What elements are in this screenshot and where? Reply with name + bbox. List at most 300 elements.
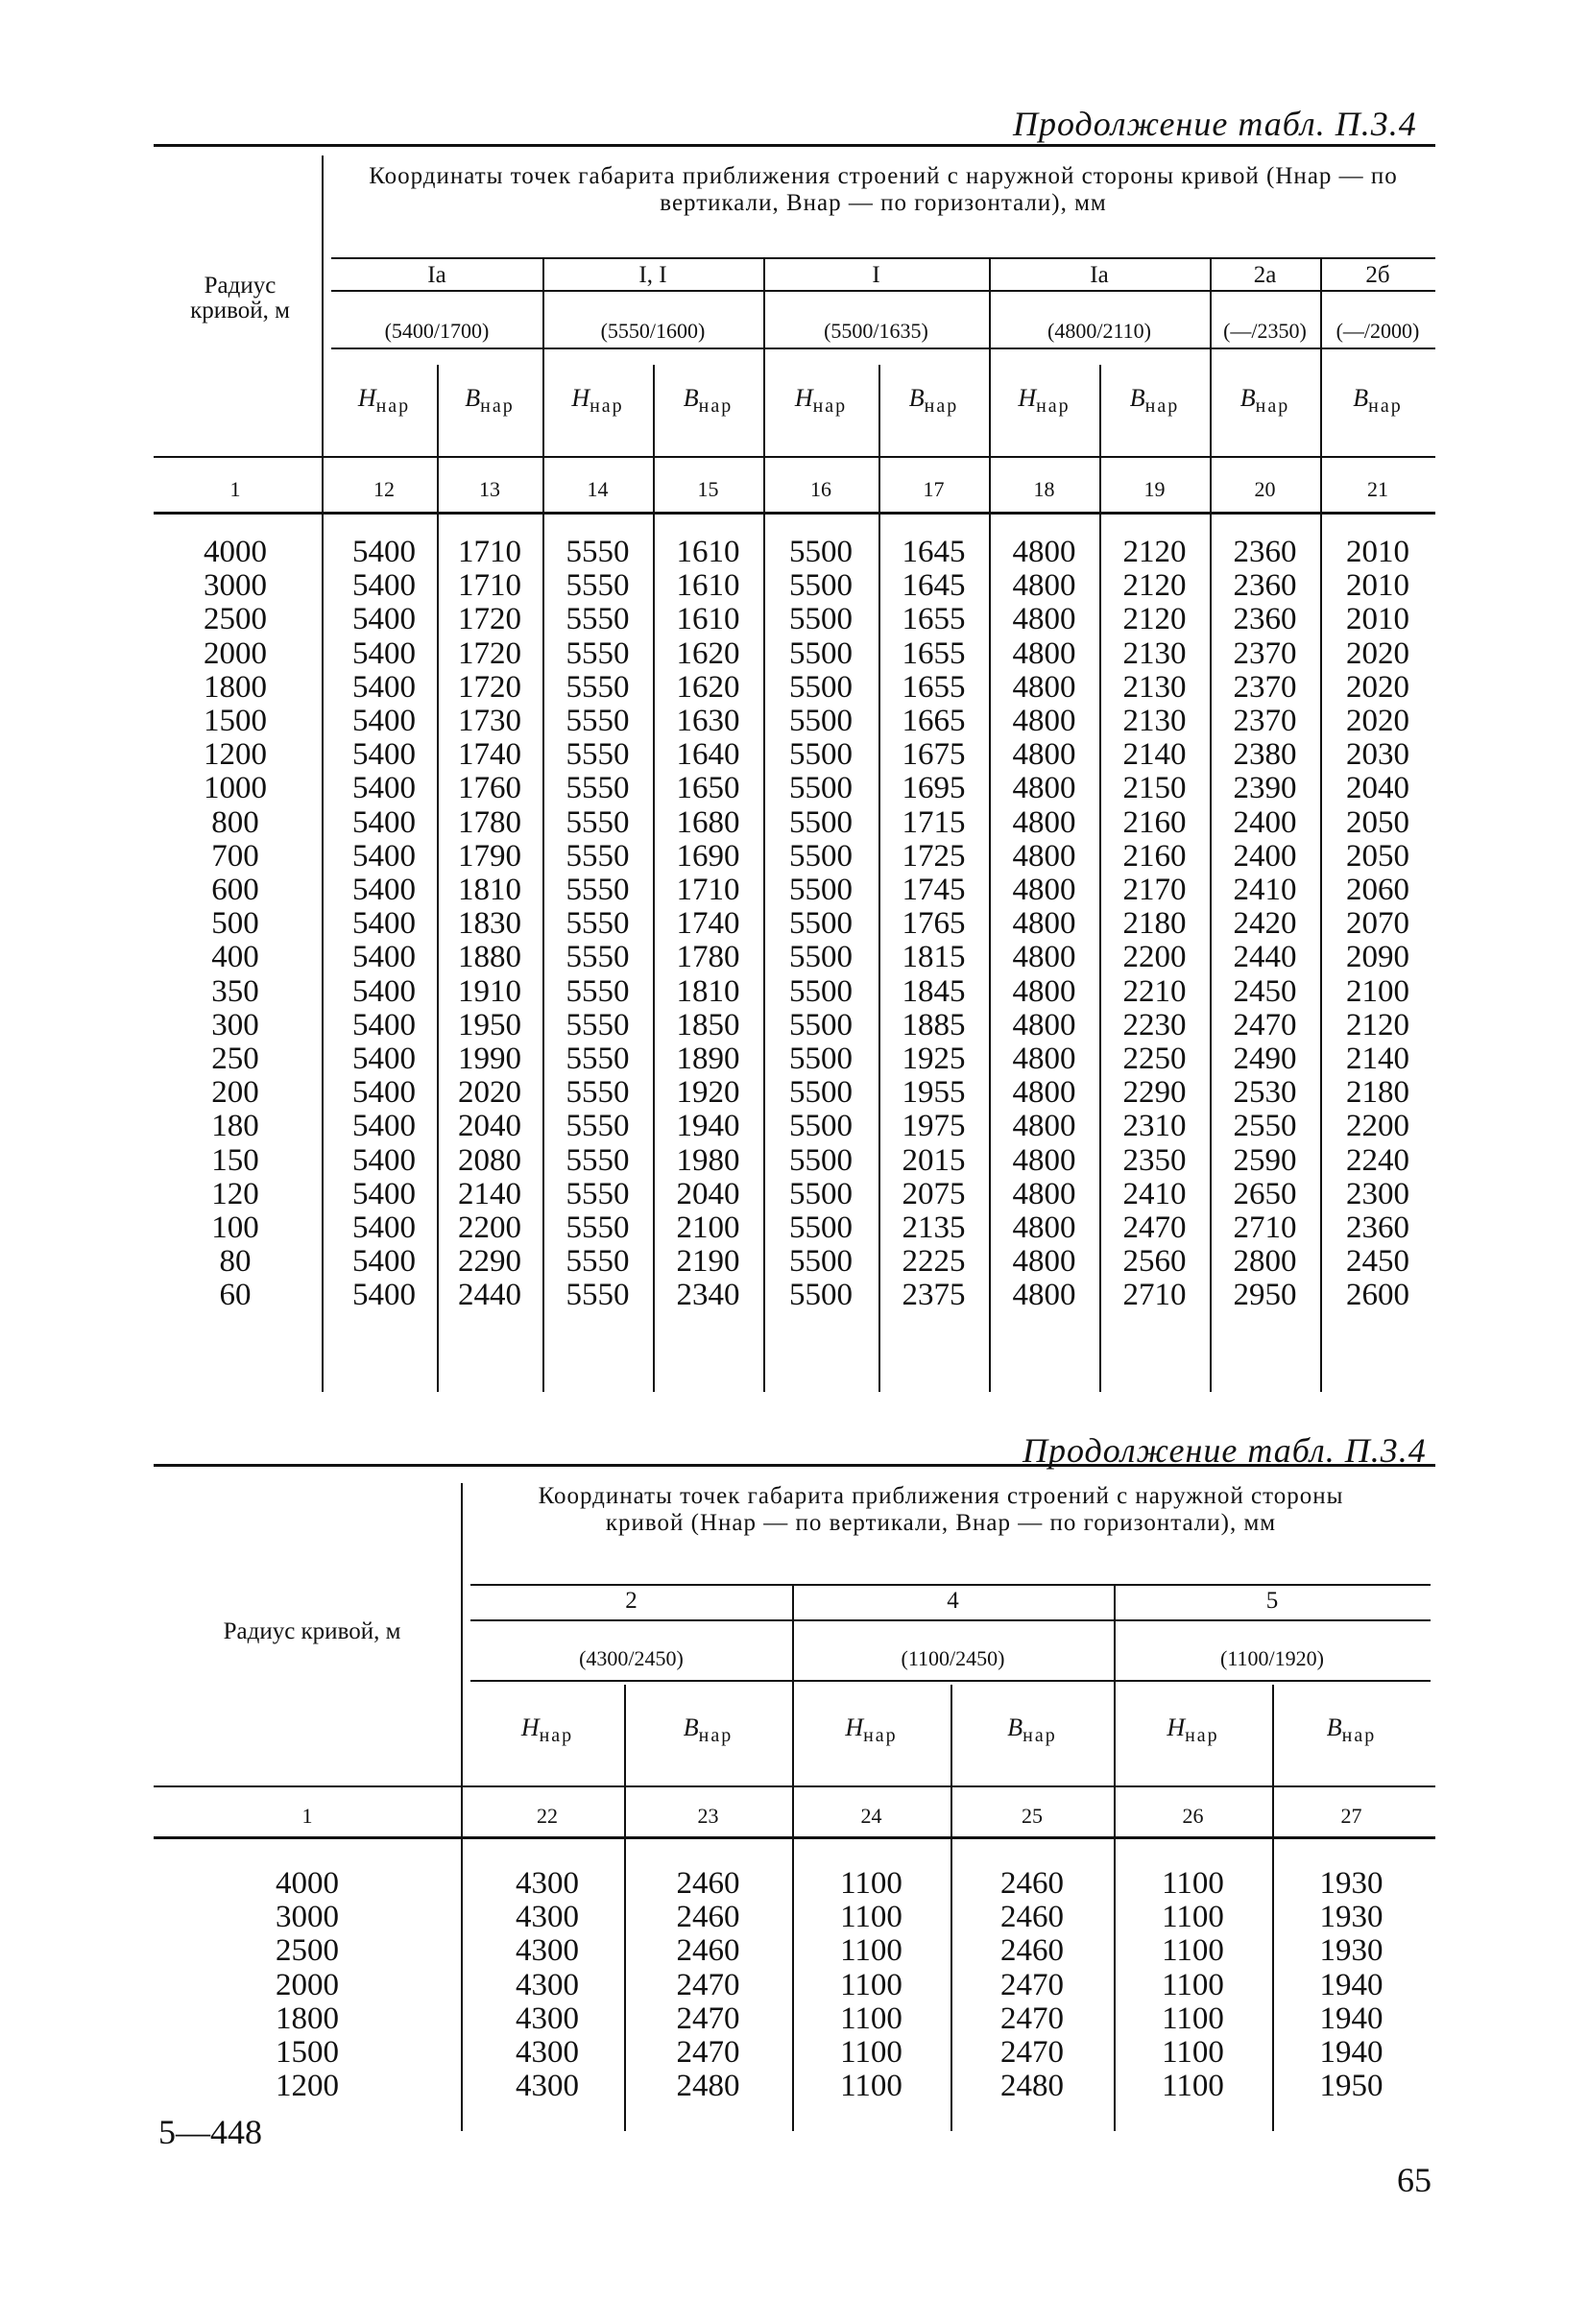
table-cell: 2390 [1233,771,1297,806]
coordinate-subheader: $B_{нар}$ [465,384,515,418]
table-cell: 2000 [204,635,267,671]
column-number: 23 [697,1804,719,1828]
table-cell: 1100 [840,2035,902,2070]
table-cell: 1940 [1319,2035,1383,2070]
table-cell: 5500 [789,1244,853,1280]
column-number: 18 [1033,477,1055,501]
table-cell: 2130 [1122,669,1187,705]
group-name: Ia [1090,262,1109,288]
span-header: Координаты точек габарита приближения строений с наружной стороны кривой (Hнар — по вертикали, Bнар — по горизонтали), мм [369,163,1398,216]
group-name: 5 [1265,1588,1279,1614]
table-cell: 2400 [1233,804,1297,840]
table-cell: 5500 [789,838,853,874]
table-cell: 1880 [458,940,521,975]
table-cell: 2210 [1122,973,1187,1009]
table-cell: 2460 [1000,1866,1064,1901]
table-cell: 100 [211,1210,259,1245]
table-cell: 1955 [902,1075,966,1111]
table-cell: 4800 [1012,635,1076,671]
table-cell: 2140 [458,1176,521,1211]
table-cell: 4300 [516,2069,579,2104]
table-cell: 2020 [1346,669,1409,705]
table-cell: 1980 [676,1142,740,1178]
table-cell: 600 [211,873,259,907]
group-dimensions: (5550/1600) [600,319,706,343]
table-cell: 250 [211,1042,259,1076]
table-cell: 2120 [1122,602,1187,637]
table-cell: 5550 [565,535,630,569]
table-cell: 2170 [1122,873,1187,907]
table-cell: 5550 [565,1278,630,1313]
table-cell: 2950 [1233,1278,1297,1313]
table-cell: 150 [211,1142,259,1178]
group-dimensions: (—/2350) [1223,319,1307,343]
group-dimensions: (4300/2450) [579,1646,684,1670]
table-cell: 5550 [565,771,630,806]
table-cell: 2470 [1122,1210,1187,1245]
column-number: 27 [1340,1804,1362,1828]
table-caption: Продолжение табл. П.3.4 [1013,105,1417,143]
table-cell: 1990 [458,1042,521,1076]
table-cell: 2050 [1346,804,1409,840]
table-cell: 5500 [789,1210,853,1245]
column-number: 13 [479,477,500,501]
table-cell: 2010 [1346,568,1409,604]
table-cell: 1100 [840,1900,902,1935]
table-cell: 5500 [789,568,853,604]
group-dimensions: (5500/1635) [824,319,928,343]
table-cell: 5500 [789,1042,853,1076]
table-cell: 2370 [1233,635,1297,671]
table-cell: 2000 [276,1967,339,2002]
table-cell: 180 [211,1109,259,1144]
table-cell: 2500 [276,1933,339,1969]
table-cell: 1975 [902,1109,966,1144]
table-cell: 1710 [458,535,521,569]
table-cell: 1930 [1319,1866,1383,1901]
table-cell: 1810 [458,873,521,907]
table-cell: 1655 [902,669,966,705]
table-cell: 4800 [1012,737,1076,773]
table-cell: 2470 [1000,2001,1064,2036]
table-cell: 4800 [1012,973,1076,1009]
table-cell: 2460 [1000,1933,1064,1969]
table-cell: 5550 [565,804,630,840]
table-cell: 1800 [276,2001,339,2036]
table-cell: 1715 [902,804,966,840]
table-cell: 1800 [204,669,267,705]
group-name: 2б [1365,262,1390,288]
table-cell: 5550 [565,906,630,942]
table-cell: 4000 [204,535,267,569]
table-cell: 2380 [1233,737,1297,773]
table-cell: 4300 [516,2001,579,2036]
table-cell: 2500 [204,602,267,637]
column-number: 22 [537,1804,558,1828]
table-cell: 2370 [1233,669,1297,705]
table-cell: 2370 [1233,704,1297,738]
table-cell: 5400 [352,873,416,907]
table-cell: 1885 [902,1007,966,1042]
table-cell: 2075 [902,1176,966,1211]
table-cell: 2290 [458,1244,521,1280]
table-cell: 2120 [1346,1007,1409,1042]
table-cell: 5400 [352,602,416,637]
table-cell: 1100 [1162,1933,1224,1969]
group-name: I [872,262,880,288]
coordinate-subheader: $B_{нар}$ [683,1713,734,1747]
table-cell: 5550 [565,1109,630,1144]
group-dimensions: (1100/1920) [1220,1646,1324,1670]
table-cell: 2020 [1346,704,1409,738]
coordinate-subheader: $B_{нар}$ [1129,384,1180,418]
table-cell: 1500 [276,2035,339,2070]
table-cell: 120 [211,1176,259,1211]
table-cell: 2120 [1122,535,1187,569]
table-cell: 4300 [516,1933,579,1969]
table-cell: 5550 [565,737,630,773]
table-cell: 5500 [789,1176,853,1211]
table-cell: 5500 [789,873,853,907]
table-cell: 1740 [676,906,740,942]
table-cell: 1730 [458,704,521,738]
table-cell: 1100 [1162,1967,1224,2002]
table-cell: 2490 [1233,1042,1297,1076]
table-cell: 5400 [352,535,416,569]
table-cell: 1100 [1162,2035,1224,2070]
table-cell: 1890 [676,1042,740,1076]
table-cell: 1620 [676,635,740,671]
table-cell: 3000 [204,568,267,604]
table-cell: 2470 [1000,1967,1064,2002]
table-cell: 5500 [789,602,853,637]
table-cell: 5550 [565,973,630,1009]
table-cell: 2040 [676,1176,740,1211]
table-cell: 2100 [1346,973,1409,1009]
table-cell: 5400 [352,1142,416,1178]
table-cell: 800 [211,804,259,840]
table-cell: 5400 [352,1075,416,1111]
table-cell: 2240 [1346,1142,1409,1178]
table-cell: 1630 [676,704,740,738]
column-number: 15 [697,477,719,501]
table-cell: 5500 [789,669,853,705]
table-cell: 5550 [565,873,630,907]
table-cell: 2460 [676,1933,740,1969]
table-cell: 2020 [1346,635,1409,671]
coordinate-subheader: $H_{нар}$ [520,1713,574,1747]
table-cell: 2450 [1233,973,1297,1009]
table-cell: 1690 [676,838,740,874]
table-cell: 2180 [1346,1075,1409,1111]
table-cell: 2800 [1233,1244,1297,1280]
table-cell: 2230 [1122,1007,1187,1042]
coordinate-subheader: $H_{нар}$ [1167,1713,1219,1747]
table-cell: 4800 [1012,535,1076,569]
group-name: 4 [947,1588,959,1614]
row-header-radius: Радиус кривой, м [223,1618,401,1644]
table-caption: Продолжение табл. П.3.4 [1023,1431,1427,1470]
table-cell: 4800 [1012,906,1076,942]
table-cell: 4800 [1012,771,1076,806]
table-cell: 2040 [458,1109,521,1144]
table-cell: 2420 [1233,906,1297,942]
table-cell: 2470 [676,2001,740,2036]
table-cell: 5550 [565,1075,630,1111]
table-cell: 5500 [789,635,853,671]
group-dimensions: (4800/2110) [1047,319,1151,343]
coordinate-subheader: $H_{нар}$ [1018,384,1071,418]
table-cell: 2410 [1122,1176,1187,1211]
table-cell: 2440 [1233,940,1297,975]
table-cell: 1950 [458,1007,521,1042]
table-cell: 5500 [789,1075,853,1111]
table-cell: 1760 [458,771,521,806]
table-cell: 1695 [902,771,966,806]
table-cell: 4800 [1012,873,1076,907]
table-cell: 1920 [676,1075,740,1111]
table-cell: 2375 [902,1278,966,1313]
table-cell: 5400 [352,1278,416,1313]
group-name: I, I [638,262,667,288]
table-cell: 2070 [1346,906,1409,942]
table-cell: 1100 [840,2069,902,2104]
table-cell: 5550 [565,1142,630,1178]
table-cell: 300 [211,1007,259,1042]
table-cell: 1710 [458,568,521,604]
table-cell: 5500 [789,737,853,773]
table-cell: 5550 [565,940,630,975]
table-cell: 500 [211,906,259,942]
table-cell: 1720 [458,602,521,637]
table-cell: 2200 [458,1210,521,1245]
table-cell: 5500 [789,1142,853,1178]
coordinate-subheader: $H_{нар}$ [845,1713,898,1747]
table-cell: 1930 [1319,1933,1383,1969]
table-cell: 2130 [1122,704,1187,738]
table-cell: 1725 [902,838,966,874]
table-cell: 4800 [1012,804,1076,840]
column-number: 17 [923,477,945,501]
table-cell: 2470 [676,2035,740,2070]
table-cell: 2030 [1346,737,1409,773]
group-name: 2 [625,1588,638,1614]
table-cell: 2015 [902,1142,966,1178]
table-cell: 200 [211,1075,259,1111]
table-cell: 4300 [516,2035,579,2070]
group-name: 2a [1253,262,1277,288]
table-cell: 4800 [1012,1109,1076,1144]
table-cell: 4800 [1012,1075,1076,1111]
table-cell: 5400 [352,1042,416,1076]
table-cell: 2200 [1346,1109,1409,1144]
table-cell: 5400 [352,1176,416,1211]
table-cell: 4800 [1012,838,1076,874]
table-cell: 1780 [458,804,521,840]
table-cell: 5500 [789,1007,853,1042]
table-cell: 1200 [276,2069,339,2104]
table-cell: 1610 [676,535,740,569]
table-cell: 1720 [458,635,521,671]
group-dimensions: (1100/2450) [901,1646,1005,1670]
table-cell: 4300 [516,1866,579,1901]
table-cell: 2100 [676,1210,740,1245]
table-cell: 5500 [789,1278,853,1313]
table-cell: 5500 [789,771,853,806]
table-cell: 1675 [902,737,966,773]
table-cell: 5400 [352,906,416,942]
table-cell: 1710 [676,873,740,907]
table-cell: 2480 [1000,2069,1064,2104]
column-number: 20 [1254,477,1276,501]
column-number: 19 [1143,477,1166,501]
table-cell: 4800 [1012,1042,1076,1076]
table-cell: 1940 [1319,1967,1383,2002]
table-cell: 5500 [789,973,853,1009]
column-number: 12 [373,477,395,501]
table-cell: 2340 [676,1278,740,1313]
table-cell: 5400 [352,838,416,874]
table-cell: 4800 [1012,940,1076,975]
table-cell: 2460 [676,1866,740,1901]
table-cell: 2350 [1122,1142,1187,1178]
table-cell: 2400 [1233,838,1297,874]
coordinate-subheader: $B_{нар}$ [1326,1713,1377,1747]
table-cell: 1845 [902,973,966,1009]
table-cell: 1740 [458,737,521,773]
table-cell: 1100 [1162,1900,1224,1935]
table-cell: 2470 [1000,2035,1064,2070]
table-cell: 1940 [1319,2001,1383,2036]
table-cell: 2600 [1346,1278,1409,1313]
table-cell: 400 [211,940,259,975]
table-cell: 2710 [1122,1278,1187,1313]
table-cell: 1100 [1162,2069,1224,2104]
group-dimensions: (—/2000) [1335,319,1420,343]
table-cell: 5400 [352,1007,416,1042]
table-cell: 1645 [902,535,966,569]
table-cell: 2360 [1233,568,1297,604]
coordinate-subheader: $B_{нар}$ [908,384,959,418]
table-cell: 1100 [1162,2001,1224,2036]
table-cell: 2480 [676,2069,740,2104]
table-cell: 5400 [352,1109,416,1144]
table-cell: 5500 [789,704,853,738]
table-cell: 1780 [676,940,740,975]
table-cell: 1655 [902,635,966,671]
table-cell: 1100 [840,1933,902,1969]
column-number: 14 [587,477,609,501]
table-cell: 1655 [902,602,966,637]
coordinate-subheader: $H_{нар}$ [571,384,624,418]
group-name: Ia [427,262,446,288]
table-cell: 2290 [1122,1075,1187,1111]
table-cell: 5550 [565,602,630,637]
table-cell: 4800 [1012,704,1076,738]
table-cell: 1790 [458,838,521,874]
table-cell: 5550 [565,568,630,604]
table-cell: 2190 [676,1244,740,1280]
table-cell: 1830 [458,906,521,942]
table-cell: 1910 [458,973,521,1009]
table-cell: 5550 [565,704,630,738]
table-cell: 1850 [676,1007,740,1042]
table-cell: 2250 [1122,1042,1187,1076]
table-cell: 1930 [1319,1900,1383,1935]
table-cell: 2450 [1346,1244,1409,1280]
table-cell: 4800 [1012,1007,1076,1042]
table-cell: 1500 [204,704,267,738]
table-cell: 5500 [789,906,853,942]
table-cell: 1925 [902,1042,966,1076]
table-cell: 2010 [1346,535,1409,569]
table-cell: 2180 [1122,906,1187,942]
column-number: 1 [229,477,241,501]
group-dimensions: (5400/1700) [384,319,490,343]
table-cell: 1680 [676,804,740,840]
table-cell: 2140 [1346,1042,1409,1076]
table-cell: 2530 [1233,1075,1297,1111]
table-cell: 5550 [565,635,630,671]
table-cell: 2590 [1233,1142,1297,1178]
table-cell: 2410 [1233,873,1297,907]
page-code: 5—448 [158,2113,262,2151]
table-cell: 5400 [352,804,416,840]
table-cell: 2135 [902,1210,966,1245]
table-cell: 1950 [1319,2069,1383,2104]
row-header-radius: Радиус кривой, м [190,273,290,323]
table-cell: 2650 [1233,1176,1297,1211]
table-cell: 2460 [1000,1900,1064,1935]
column-number: 1 [301,1804,313,1828]
table-cell: 5550 [565,838,630,874]
table-cell: 2550 [1233,1109,1297,1144]
table-cell: 1610 [676,568,740,604]
table-cell: 1100 [1162,1866,1224,1901]
table-cell: 4800 [1012,602,1076,637]
table-cell: 2225 [902,1244,966,1280]
table-cell: 1940 [676,1109,740,1144]
coordinate-subheader: $H_{нар}$ [794,384,848,418]
table-cell: 1765 [902,906,966,942]
table-cell: 1100 [840,2001,902,2036]
table-cell: 700 [211,838,259,874]
table-cell: 2120 [1122,568,1187,604]
table-cell: 5550 [565,1244,630,1280]
table-cell: 2040 [1346,771,1409,806]
table-cell: 2360 [1233,535,1297,569]
page-number: 65 [1397,2161,1432,2199]
coordinate-subheader: $B_{нар}$ [1239,384,1290,418]
table-cell: 1200 [204,737,267,773]
table-cell: 350 [211,973,259,1009]
table-cell: 1650 [676,771,740,806]
table-cell: 2360 [1233,602,1297,637]
table-cell: 5500 [789,535,853,569]
table-cell: 5400 [352,1210,416,1245]
column-number: 21 [1367,477,1388,501]
table-cell: 2160 [1122,804,1187,840]
table-cell: 4800 [1012,1142,1076,1178]
table-cell: 5400 [352,568,416,604]
column-number: 25 [1022,1804,1043,1828]
table-cell: 5550 [565,1176,630,1211]
table-cell: 4000 [276,1866,339,1901]
table-cell: 2460 [676,1900,740,1935]
table-cell: 1645 [902,568,966,604]
table-cell: 5400 [352,771,416,806]
coordinates-table-1 [154,144,1440,1392]
